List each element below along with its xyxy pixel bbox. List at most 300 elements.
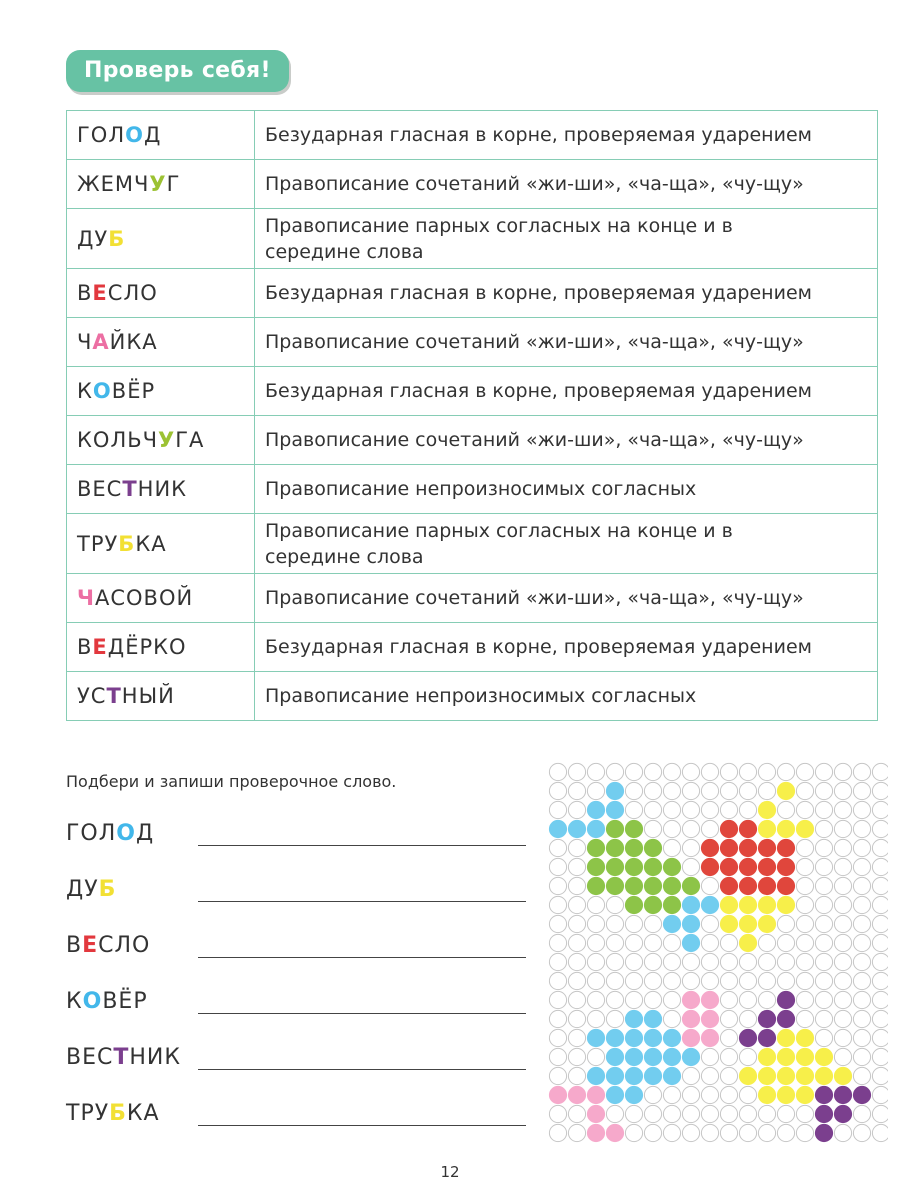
- colored-dot: [644, 896, 661, 913]
- empty-dot: [834, 1010, 851, 1027]
- table-row: [67, 514, 878, 574]
- empty-dot: [853, 896, 870, 913]
- colored-dot: [758, 1029, 775, 1046]
- empty-dot: [758, 1124, 775, 1141]
- colored-dot: [796, 820, 813, 837]
- exercise-row: [66, 980, 526, 1020]
- colored-dot: [796, 1086, 813, 1103]
- exercise-row: [66, 812, 526, 852]
- colored-dot: [606, 839, 623, 856]
- colored-dot: [853, 1086, 870, 1103]
- empty-dot: [758, 763, 775, 780]
- colored-dot: [739, 1067, 756, 1084]
- rule-cell: Безударная гласная в корне, проверяемая ударением: [255, 269, 878, 318]
- colored-dot: [701, 839, 718, 856]
- highlighted-letter: О: [116, 821, 136, 846]
- empty-dot: [739, 763, 756, 780]
- empty-dot: [872, 896, 888, 913]
- colored-dot: [758, 877, 775, 894]
- colored-dot: [587, 1029, 604, 1046]
- rule-cell: Правописание непроизносимых согласных: [255, 672, 878, 721]
- empty-dot: [853, 953, 870, 970]
- word-part: ГОЛ: [66, 821, 117, 846]
- empty-dot: [682, 1086, 699, 1103]
- empty-dot: [606, 763, 623, 780]
- colored-dot: [644, 877, 661, 894]
- empty-dot: [549, 991, 566, 1008]
- colored-dot: [758, 820, 775, 837]
- empty-dot: [834, 782, 851, 799]
- empty-dot: [720, 1029, 737, 1046]
- colored-dot: [644, 1067, 661, 1084]
- answer-line[interactable]: [198, 957, 526, 958]
- empty-dot: [796, 934, 813, 951]
- empty-dot: [568, 839, 585, 856]
- colored-dot: [720, 858, 737, 875]
- empty-dot: [625, 934, 642, 951]
- colored-dot: [606, 877, 623, 894]
- empty-dot: [872, 1010, 888, 1027]
- empty-dot: [625, 801, 642, 818]
- empty-dot: [549, 915, 566, 932]
- empty-dot: [739, 1124, 756, 1141]
- empty-dot: [549, 877, 566, 894]
- empty-dot: [815, 763, 832, 780]
- colored-dot: [758, 1086, 775, 1103]
- empty-dot: [834, 1124, 851, 1141]
- empty-dot: [701, 972, 718, 989]
- empty-dot: [853, 839, 870, 856]
- colored-dot: [682, 915, 699, 932]
- colored-dot: [625, 877, 642, 894]
- empty-dot: [739, 1086, 756, 1103]
- word-part: НЫЙ: [121, 684, 175, 708]
- exercise-instruction: Подбери и запиши проверочное слово.: [66, 772, 397, 791]
- empty-dot: [834, 763, 851, 780]
- answer-line[interactable]: [198, 1125, 526, 1126]
- empty-dot: [644, 820, 661, 837]
- empty-dot: [720, 953, 737, 970]
- colored-dot: [720, 839, 737, 856]
- word-part: Г: [166, 172, 181, 196]
- colored-dot: [587, 877, 604, 894]
- highlighted-letter: Е: [82, 933, 99, 958]
- empty-dot: [701, 877, 718, 894]
- empty-dot: [549, 972, 566, 989]
- empty-dot: [568, 1029, 585, 1046]
- empty-dot: [606, 991, 623, 1008]
- highlighted-letter: У: [149, 172, 167, 196]
- empty-dot: [815, 782, 832, 799]
- badge-label: Проверь себя!: [84, 58, 271, 83]
- empty-dot: [663, 972, 680, 989]
- empty-dot: [701, 801, 718, 818]
- rule-cell: Правописание парных согласных на конце и в середине слова: [255, 209, 878, 269]
- empty-dot: [663, 839, 680, 856]
- empty-dot: [872, 1124, 888, 1141]
- colored-dot: [758, 839, 775, 856]
- empty-dot: [587, 782, 604, 799]
- empty-dot: [739, 972, 756, 989]
- empty-dot: [796, 1105, 813, 1122]
- word-part: ЖЕМЧ: [77, 172, 150, 196]
- empty-dot: [549, 1010, 566, 1027]
- empty-dot: [663, 1105, 680, 1122]
- word-part: УС: [77, 684, 107, 708]
- empty-dot: [720, 1124, 737, 1141]
- empty-dot: [663, 991, 680, 1008]
- colored-dot: [739, 858, 756, 875]
- colored-dot: [758, 1067, 775, 1084]
- word-cell: [67, 623, 255, 672]
- empty-dot: [796, 858, 813, 875]
- colored-dot: [758, 1010, 775, 1027]
- empty-dot: [834, 1029, 851, 1046]
- empty-dot: [853, 877, 870, 894]
- word-part: ВЕС: [77, 477, 123, 501]
- empty-dot: [815, 915, 832, 932]
- empty-dot: [682, 1124, 699, 1141]
- table-row: [67, 318, 878, 367]
- empty-dot: [720, 1067, 737, 1084]
- empty-dot: [758, 953, 775, 970]
- empty-dot: [568, 1124, 585, 1141]
- empty-dot: [853, 1105, 870, 1122]
- colored-dot: [758, 858, 775, 875]
- empty-dot: [758, 934, 775, 951]
- word-part: НИК: [137, 477, 188, 501]
- page-number: 12: [440, 1163, 460, 1181]
- empty-dot: [758, 1105, 775, 1122]
- empty-dot: [872, 839, 888, 856]
- empty-dot: [720, 763, 737, 780]
- colored-dot: [644, 1048, 661, 1065]
- empty-dot: [568, 953, 585, 970]
- answer-line[interactable]: [198, 901, 526, 902]
- empty-dot: [815, 896, 832, 913]
- empty-dot: [872, 1105, 888, 1122]
- colored-dot: [663, 858, 680, 875]
- empty-dot: [568, 972, 585, 989]
- exercise-word: [66, 933, 150, 958]
- word-part: ТРУ: [77, 531, 119, 556]
- empty-dot: [644, 934, 661, 951]
- empty-dot: [872, 934, 888, 951]
- colored-dot: [777, 896, 794, 913]
- highlighted-letter: Ч: [77, 586, 95, 610]
- word-part: Ч: [77, 330, 93, 354]
- empty-dot: [549, 1105, 566, 1122]
- empty-dot: [872, 877, 888, 894]
- empty-dot: [568, 934, 585, 951]
- empty-dot: [625, 991, 642, 1008]
- empty-dot: [796, 763, 813, 780]
- empty-dot: [606, 972, 623, 989]
- empty-dot: [739, 782, 756, 799]
- colored-dot: [606, 858, 623, 875]
- colored-dot: [777, 991, 794, 1008]
- exercise-row: [66, 868, 526, 908]
- empty-dot: [549, 763, 566, 780]
- colored-dot: [682, 1010, 699, 1027]
- colored-dot: [777, 1067, 794, 1084]
- colored-dot: [625, 1048, 642, 1065]
- highlighted-letter: О: [125, 123, 144, 147]
- word-part: ДУ: [77, 226, 109, 251]
- colored-dot: [644, 839, 661, 856]
- exercise-word: [66, 877, 116, 902]
- word-part: К: [77, 379, 93, 403]
- empty-dot: [625, 782, 642, 799]
- word-part: АСОВОЙ: [94, 586, 194, 610]
- word-part: ВЕС: [66, 1045, 114, 1070]
- empty-dot: [796, 801, 813, 818]
- empty-dot: [606, 953, 623, 970]
- colored-dot: [606, 1029, 623, 1046]
- empty-dot: [872, 763, 888, 780]
- colored-dot: [701, 1010, 718, 1027]
- colored-dot: [834, 1086, 851, 1103]
- empty-dot: [549, 934, 566, 951]
- exercise-word: [66, 821, 154, 846]
- empty-dot: [720, 1086, 737, 1103]
- empty-dot: [834, 877, 851, 894]
- colored-dot: [587, 801, 604, 818]
- word-part: КОЛЬЧ: [77, 428, 159, 452]
- colored-dot: [796, 1067, 813, 1084]
- empty-dot: [872, 972, 888, 989]
- empty-dot: [568, 915, 585, 932]
- empty-dot: [872, 1048, 888, 1065]
- empty-dot: [644, 972, 661, 989]
- empty-dot: [644, 801, 661, 818]
- word-part: КА: [135, 531, 167, 556]
- colored-dot: [777, 1048, 794, 1065]
- colored-dot: [834, 1105, 851, 1122]
- empty-dot: [663, 1124, 680, 1141]
- empty-dot: [777, 953, 794, 970]
- colored-dot: [625, 1029, 642, 1046]
- empty-dot: [739, 1105, 756, 1122]
- empty-dot: [701, 782, 718, 799]
- word-cell: [67, 574, 255, 623]
- empty-dot: [872, 782, 888, 799]
- exercise-row: [66, 1036, 526, 1076]
- empty-dot: [815, 972, 832, 989]
- empty-dot: [815, 858, 832, 875]
- rule-cell: Безударная гласная в корне, проверяемая ударением: [255, 111, 878, 160]
- highlighted-letter: Б: [118, 531, 136, 556]
- empty-dot: [682, 953, 699, 970]
- dot-mosaic: [548, 762, 888, 1150]
- empty-dot: [739, 801, 756, 818]
- colored-dot: [758, 896, 775, 913]
- empty-dot: [663, 934, 680, 951]
- colored-dot: [758, 1048, 775, 1065]
- colored-dot: [758, 801, 775, 818]
- empty-dot: [777, 801, 794, 818]
- colored-dot: [739, 934, 756, 951]
- empty-dot: [796, 953, 813, 970]
- empty-dot: [606, 934, 623, 951]
- colored-dot: [587, 858, 604, 875]
- colored-dot: [625, 1086, 642, 1103]
- empty-dot: [872, 1086, 888, 1103]
- table-row: [67, 209, 878, 269]
- exercise-word: [66, 1101, 160, 1126]
- highlighted-letter: У: [158, 428, 176, 452]
- word-part: ГОЛ: [77, 123, 126, 147]
- empty-dot: [796, 972, 813, 989]
- rule-cell: Безударная гласная в корне, проверяемая ударением: [255, 367, 878, 416]
- empty-dot: [587, 934, 604, 951]
- word-cell: [67, 269, 255, 318]
- empty-dot: [682, 1067, 699, 1084]
- colored-dot: [606, 1048, 623, 1065]
- answer-line[interactable]: [198, 845, 526, 846]
- empty-dot: [815, 934, 832, 951]
- empty-dot: [568, 763, 585, 780]
- colored-dot: [663, 915, 680, 932]
- colored-dot: [587, 1067, 604, 1084]
- colored-dot: [625, 820, 642, 837]
- colored-dot: [777, 820, 794, 837]
- empty-dot: [815, 820, 832, 837]
- empty-dot: [587, 953, 604, 970]
- empty-dot: [872, 1029, 888, 1046]
- word-part: В: [66, 933, 83, 958]
- colored-dot: [739, 839, 756, 856]
- colored-dot: [606, 801, 623, 818]
- empty-dot: [815, 991, 832, 1008]
- colored-dot: [739, 877, 756, 894]
- empty-dot: [834, 991, 851, 1008]
- colored-dot: [815, 1067, 832, 1084]
- empty-dot: [739, 1010, 756, 1027]
- colored-dot: [720, 820, 737, 837]
- colored-dot: [663, 896, 680, 913]
- colored-dot: [549, 820, 566, 837]
- empty-dot: [853, 991, 870, 1008]
- answer-line[interactable]: [198, 1069, 526, 1070]
- empty-dot: [549, 801, 566, 818]
- colored-dot: [834, 1067, 851, 1084]
- empty-dot: [549, 858, 566, 875]
- word-part: ДУ: [66, 877, 99, 902]
- empty-dot: [720, 991, 737, 1008]
- colored-dot: [606, 1086, 623, 1103]
- exercise-word: [66, 1045, 181, 1070]
- empty-dot: [834, 972, 851, 989]
- colored-dot: [777, 782, 794, 799]
- colored-dot: [625, 1067, 642, 1084]
- empty-dot: [663, 1010, 680, 1027]
- rule-cell: Правописание сочетаний «жи-ши», «ча-ща», «чу-щу»: [255, 160, 878, 209]
- table-row: [67, 160, 878, 209]
- word-part: Д: [144, 123, 162, 147]
- colored-dot: [739, 1029, 756, 1046]
- rule-cell: Правописание парных согласных на конце и в середине слова: [255, 514, 878, 574]
- empty-dot: [663, 820, 680, 837]
- empty-dot: [777, 1124, 794, 1141]
- empty-dot: [644, 1086, 661, 1103]
- highlighted-letter: Т: [122, 477, 138, 501]
- empty-dot: [701, 820, 718, 837]
- colored-dot: [644, 1029, 661, 1046]
- empty-dot: [663, 801, 680, 818]
- colored-dot: [720, 896, 737, 913]
- colored-dot: [663, 1048, 680, 1065]
- word-part: К: [66, 989, 83, 1014]
- empty-dot: [834, 896, 851, 913]
- empty-dot: [701, 1105, 718, 1122]
- colored-dot: [777, 1029, 794, 1046]
- empty-dot: [796, 1124, 813, 1141]
- table-row: [67, 416, 878, 465]
- empty-dot: [644, 953, 661, 970]
- colored-dot: [777, 858, 794, 875]
- highlighted-letter: А: [92, 330, 110, 354]
- colored-dot: [625, 839, 642, 856]
- word-part: НИК: [129, 1045, 181, 1070]
- colored-dot: [663, 1067, 680, 1084]
- rule-cell: Правописание непроизносимых согласных: [255, 465, 878, 514]
- table-row: [67, 623, 878, 672]
- empty-dot: [606, 896, 623, 913]
- empty-dot: [720, 934, 737, 951]
- empty-dot: [701, 934, 718, 951]
- empty-dot: [663, 953, 680, 970]
- empty-dot: [720, 1105, 737, 1122]
- empty-dot: [758, 991, 775, 1008]
- word-part: ВЁР: [111, 379, 156, 403]
- colored-dot: [815, 1124, 832, 1141]
- word-part: ТРУ: [66, 1101, 110, 1126]
- colored-dot: [682, 991, 699, 1008]
- exercise-row: [66, 924, 526, 964]
- answer-line[interactable]: [198, 1013, 526, 1014]
- empty-dot: [815, 953, 832, 970]
- colored-dot: [815, 1086, 832, 1103]
- empty-dot: [568, 896, 585, 913]
- empty-dot: [682, 858, 699, 875]
- empty-dot: [568, 1048, 585, 1065]
- empty-dot: [682, 839, 699, 856]
- colored-dot: [701, 991, 718, 1008]
- table-row: [67, 269, 878, 318]
- empty-dot: [853, 763, 870, 780]
- colored-dot: [777, 839, 794, 856]
- word-part: В: [77, 281, 93, 305]
- empty-dot: [872, 991, 888, 1008]
- empty-dot: [853, 801, 870, 818]
- colored-dot: [625, 896, 642, 913]
- empty-dot: [644, 1105, 661, 1122]
- empty-dot: [853, 820, 870, 837]
- rule-cell: Безударная гласная в корне, проверяемая ударением: [255, 623, 878, 672]
- empty-dot: [815, 877, 832, 894]
- colored-dot: [701, 858, 718, 875]
- empty-dot: [853, 1010, 870, 1027]
- empty-dot: [739, 953, 756, 970]
- highlighted-letter: Б: [108, 226, 126, 251]
- empty-dot: [568, 801, 585, 818]
- empty-dot: [853, 934, 870, 951]
- colored-dot: [606, 1067, 623, 1084]
- colored-dot: [758, 915, 775, 932]
- empty-dot: [701, 1048, 718, 1065]
- empty-dot: [682, 820, 699, 837]
